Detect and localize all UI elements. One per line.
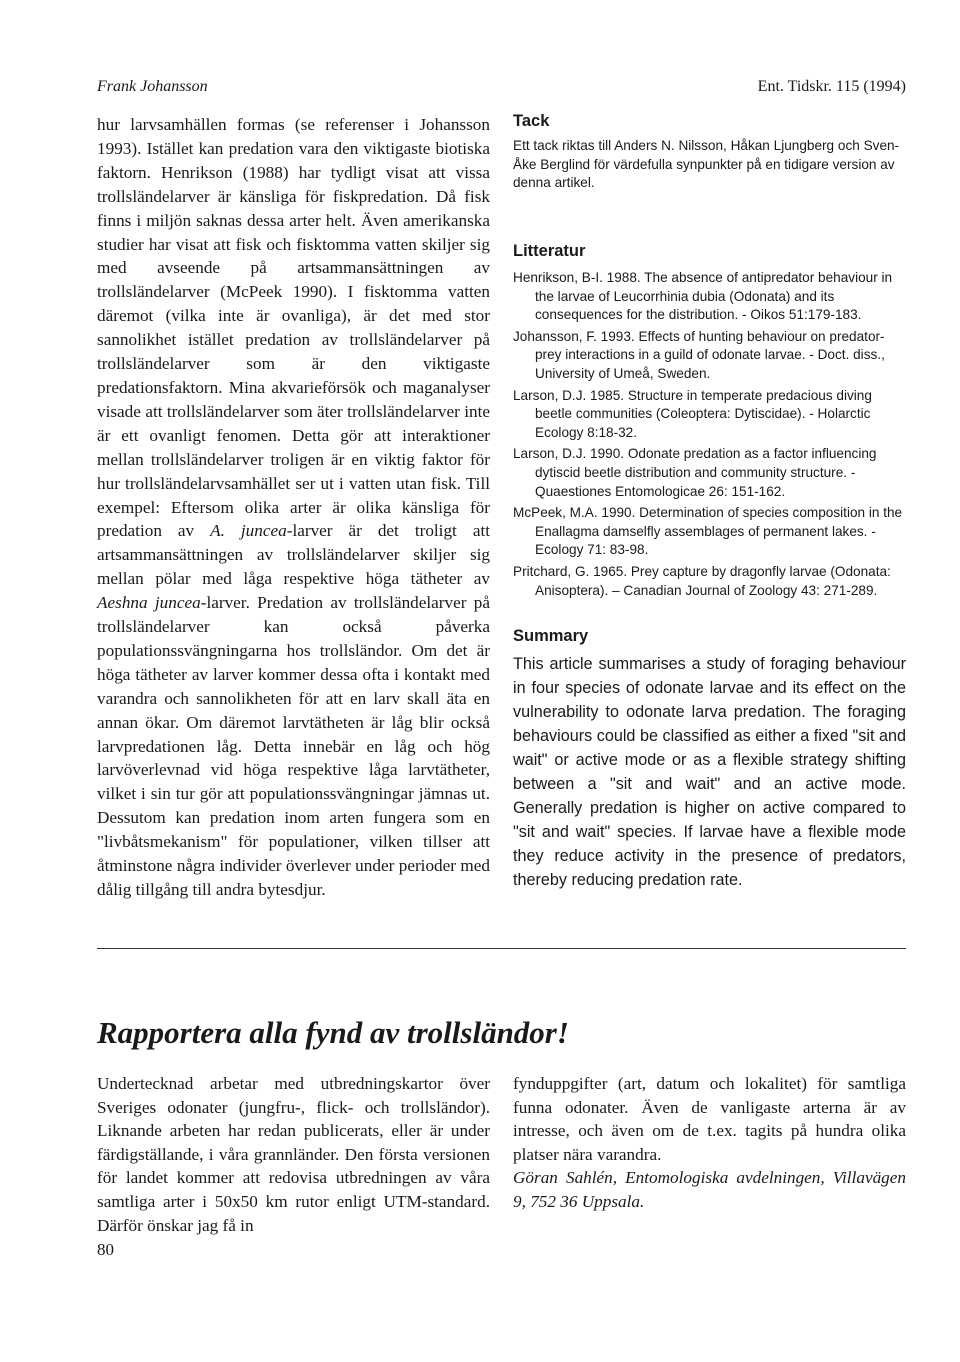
summary-section <box>513 627 906 892</box>
body-text-3: -larver. Predation av trollsländelarver på trollsländelarver kan också påverka populationssvängningarna hos trollsländor. Om det är höga tätheter av larver kommer dessa ofta i kontakt med varandra och sannolikheten för att en larv skall äta en annan ökar. Om däremot larvtätheten är låg blir också larvpredationen låg. Detta innebär en låg och hög larvöverlevnad vid höga respektive låga larvtätheter, vilket i sin tur gör att populationssvängningar jämnas ut. Dessutom kan predation inom arten fungera som en "livbåtsmekanism" för populationer, vilken tillser att åtminstone några individer överlever under perioder med dålig tillgång till andra bytesdjur. <box>97 593 490 899</box>
litteratur-heading: Litteratur <box>513 242 586 260</box>
summary-text: This article summarises a study of foraging behaviour in four species of odonate larvae and its effect on the vulnerability to odonate larva predation. The foraging behaviours could be classified as either a fixed "sit and wait" or active mode or as a flexible strategy shifting between a "sit and wait" and an active mode. Generally predation is higher on active compared to "sit and wait" species. If larvae have a flexible mode they reduce activity in the presence of predators, thereby reducing predation rate. <box>513 655 906 889</box>
left-column <box>97 113 490 902</box>
reference-item: Henrikson, B-I. 1988. The absence of antipredator behaviour in the larvae of Leucorrhinia dubia (Odonata) and its consequences for the distribution. - Oikos 51:179-183. <box>513 270 893 323</box>
notice-signature: Göran Sahlén, Entomologiska avdelningen, Villavägen 9, 752 36 Uppsala. <box>513 1168 906 1211</box>
notice-text-left: Undertecknad arbetar med utbredningskartor över Sveriges odonater (jungfru-, flick- och trollsländor). Liknande arbeten har redan publicerats, eller är under färdigställande, i våra grannländer. Den första versionen för landet kommer att redovisa utbredningen av våra samtliga arter i 50x50 km rutor enligt UTM-standard. Därför önskar jag få in <box>97 1074 490 1235</box>
acknowledgements-section <box>513 112 906 193</box>
species-name: Aeshna juncea <box>97 593 201 613</box>
running-head-journal: Ent. Tidskr. 115 (1994) <box>757 78 906 95</box>
reference-list <box>513 269 906 600</box>
notice-title: Rapportera alla fynd av trollsländor! <box>97 1015 569 1050</box>
reference-item: McPeek, M.A. 1990. Determination of species composition in the Enallagma damselfly assemblages of permanent lakes. - Ecology 71: 83-98. <box>513 505 903 558</box>
notice-right-column <box>513 1072 906 1214</box>
page-number: 80 <box>97 1240 114 1259</box>
references-section <box>513 242 906 603</box>
summary-heading: Summary <box>513 627 589 645</box>
body-text-1: hur larvsamhällen formas (se referenser i Johansson 1993). Istället kan predation vara den viktigaste biotiska faktorn. Henrikson (1988) har tydligt visat att vissa trollsländelarver är känsliga för fiskpredation. Då fisk finns i miljön saknas dessa arter helt. Även amerikanska studier har visat att fisk och fisktomma vatten skiljer sig med avseende på artsammansättningen av trollsländelarver (McPeek 1990). I fisktomma vatten däremot (vilka inte är ovanliga), är det med stor sannolikhet istället predation av trollsländelarver på trollsländelarver som är den viktigaste predationsfaktorn. Mina akvarieförsök och maganalyser visade att trollsländelarver som äter trollsländelarver inte är ett ovanligt fenomen. Detta gör att interaktioner mellan trollsländelarver troligen är en viktig faktor för hur trollsländelarvsamhället ser ut i vatten utan fisk. Till exempel: Eftersom olika arter är olika känsliga för predation av <box>97 115 490 541</box>
tack-text: Ett tack riktas till Anders N. Nilsson, Håkan Ljungberg och Sven-Åke Berglind för värdefulla synpunkter på en tidigare version av denna artikel. <box>513 138 900 191</box>
tack-heading: Tack <box>513 112 550 130</box>
reference-item: Larson, D.J. 1990. Odonate predation as a factor influencing dytiscid beetle distribution and community structure. - Quaestiones Entomologicae 26: 151-162. <box>513 446 877 499</box>
reference-item: Pritchard, G. 1965. Prey capture by dragonfly larvae (Odonata: Anisoptera). – Canadian Journal of Zoology 43: 271-289. <box>513 563 891 598</box>
notice-text-right: fynduppgifter (art, datum och lokalitet) för samtliga funna odonater. Även de vanligaste arterna är av intresse, och även om de t.ex. tagits på hundra olika platser nära varandra. <box>513 1074 906 1164</box>
reference-item: Larson, D.J. 1985. Structure in temperate predacious diving beetle communities (Coleoptera: Dytiscidae). - Holarctic Ecology 8:18-32. <box>513 387 872 440</box>
species-name: A. juncea <box>210 521 287 541</box>
body-text-2: -larver är det troligt att artsammansättningen av trollsländelarver skiljer sig mellan pölar med låga respektive höga tätheter av <box>97 521 490 589</box>
reference-item: Johansson, F. 1993. Effects of hunting behaviour on predator-prey interactions in a guild of odonate larvae. - Doct. diss., University of Umeå, Sweden. <box>513 328 885 381</box>
notice-left-column <box>97 1072 490 1237</box>
section-divider <box>97 948 906 949</box>
body-paragraph <box>97 113 490 902</box>
running-head-author: Frank Johansson <box>97 78 208 95</box>
